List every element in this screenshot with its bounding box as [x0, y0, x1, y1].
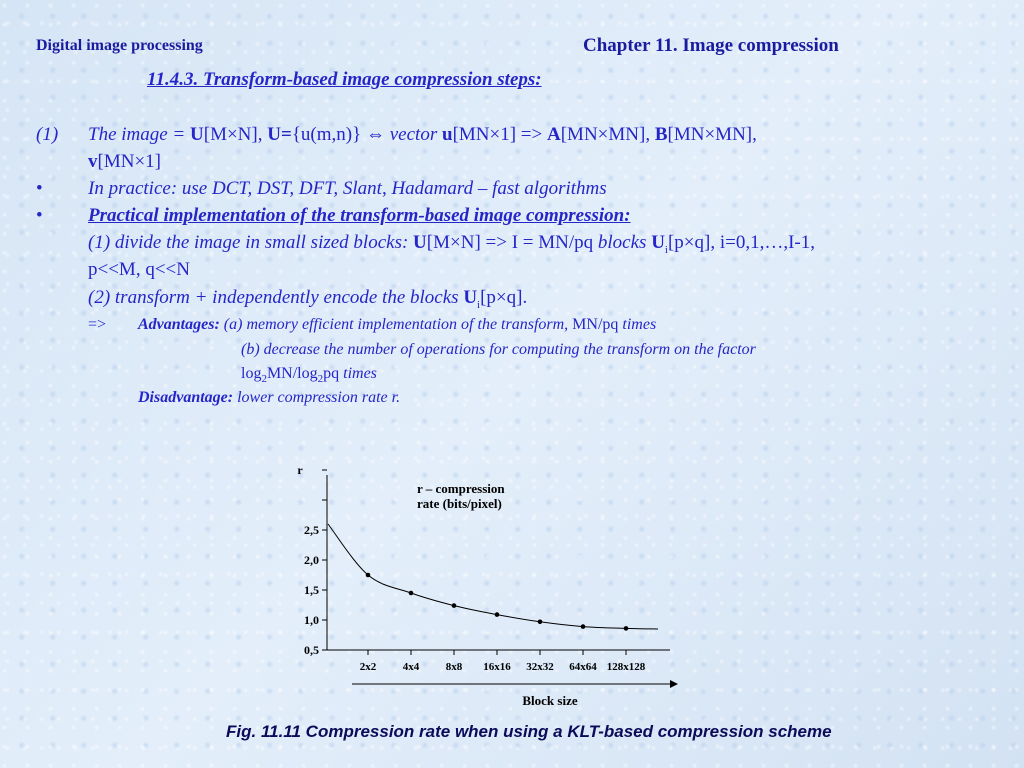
- bullet-2-text: Practical implementation of the transform-based image compression:: [88, 205, 631, 226]
- bullet-1-text: In practice: use DCT, DST, DFT, Slant, Hadamard – fast algorithms: [88, 178, 607, 199]
- data-point: [581, 624, 586, 629]
- step1-line1: (1) divide the image in small sized blocks: U[M×N] => I = MN/pq blocks $U_i[p\times q]$, i=0,1,…,I-1,: [88, 232, 816, 256]
- data-point: [538, 620, 543, 625]
- advantages-line1: Advantages: (a) memory efficient implementation of the transform, MN/pq times: [138, 316, 657, 333]
- figure-caption: Fig. 11.11 Compression rate when using a KLT-based compression scheme: [226, 722, 832, 741]
- item1-number: (1): [36, 124, 59, 145]
- header-left: Digital image processing: [36, 37, 203, 54]
- section-title: 11.4.3. Transform-based image compression steps:: [147, 69, 542, 90]
- disadvantage-line: Disadvantage: lower compression rate r.: [138, 389, 401, 406]
- data-point: [624, 626, 629, 631]
- step2-line: (2) transform + independently encode the blocks $U_i[p\times q]$.: [88, 287, 528, 311]
- x-axis-label: Block size: [522, 693, 578, 708]
- series-line: [328, 524, 658, 629]
- data-point: [495, 612, 500, 617]
- y-tick-label: 2,5: [304, 523, 319, 537]
- item1-line1: The image = U[M×N], U={u(m,n)} ⇔ vector u[MN×1] => A[MN×MN], B[MN×MN],: [88, 124, 757, 145]
- y-tick-label: 2,0: [304, 553, 319, 567]
- data-point: [409, 591, 414, 596]
- x-tick-label: 64x64: [569, 661, 597, 673]
- legend-line-1: r – compression: [417, 481, 505, 496]
- bullet-2-mark: •: [36, 205, 43, 226]
- advantages-line3: $\log_2MN/\log_2pq$ times: [241, 365, 377, 386]
- y-tick-label: 1,5: [304, 583, 319, 597]
- advantages-line2: (b) decrease the number of operations for computing the transform on the factor: [241, 341, 756, 358]
- data-point: [452, 603, 457, 608]
- bullet-1-mark: •: [36, 178, 43, 199]
- x-tick-label: 16x16: [483, 661, 511, 673]
- advantages-arrow: =>: [88, 316, 107, 333]
- legend-line-2: rate (bits/pixel): [417, 496, 502, 511]
- x-tick-label: 8x8: [445, 661, 463, 673]
- y-axis-label: r: [297, 463, 303, 477]
- x-tick-label: 128x128: [606, 661, 646, 673]
- x-tick-label: 32x32: [526, 661, 554, 673]
- x-tick-label: 4x4: [402, 661, 420, 673]
- x-tick-label: 2x2: [359, 661, 377, 673]
- data-point: [366, 573, 371, 578]
- step1-line2: p<<M, q<<N: [88, 259, 190, 280]
- y-tick-label: 0,5: [304, 643, 319, 657]
- compression-rate-chart: [280, 455, 700, 715]
- header-right: Chapter 11. Image compression: [583, 35, 839, 56]
- y-tick-label: 1,0: [304, 613, 319, 627]
- item1-line2: v[MN×1]: [88, 151, 161, 172]
